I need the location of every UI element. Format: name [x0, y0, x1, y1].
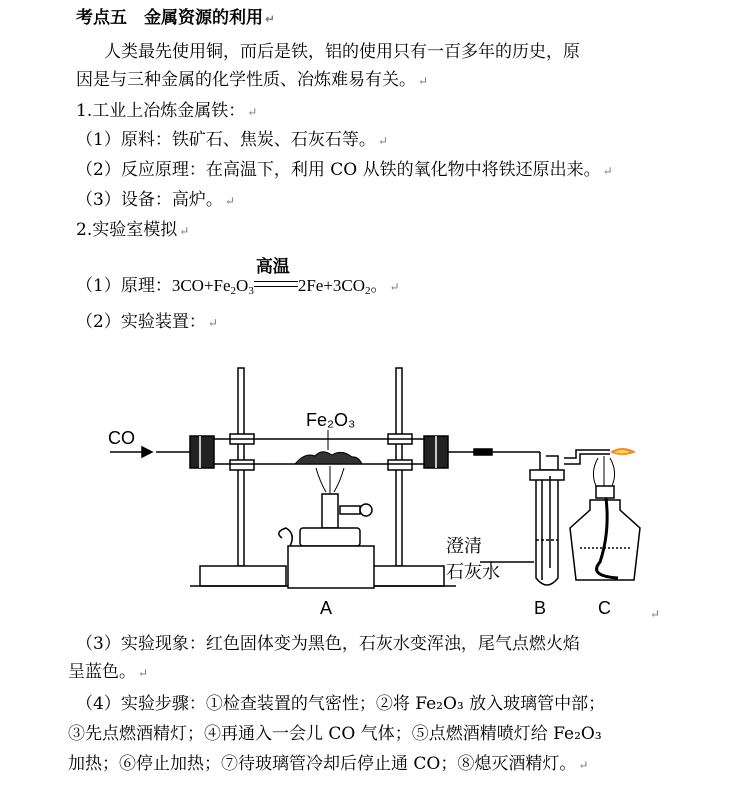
flame-icon	[610, 448, 636, 455]
paragraph-mark-icon: ↵	[224, 194, 235, 208]
paragraph-mark-icon: ↵	[265, 12, 276, 26]
alcohol-blast-lamp	[279, 466, 374, 588]
co-label: CO	[108, 428, 135, 448]
phenomenon-line-2: 呈蓝色。 ↵	[68, 662, 149, 682]
section1-item-2: （2）反应原理：在高温下，利用 CO 从铁的氧化物中将铁还原出来。 ↵	[76, 160, 613, 180]
steps-line-1: （4）实验步骤：①检查装置的气密性；②将 Fe₂O₃ 放入玻璃管中部；	[76, 694, 606, 714]
intro-line-1: 人类最先使用铜，而后是铁，铝的使用只有一百多年的历史，原	[104, 42, 580, 62]
label-a: A	[320, 598, 333, 618]
paragraph-mark-icon: ↵	[179, 224, 190, 238]
iron-oxide-powder	[295, 430, 362, 464]
section1-title: 1.工业上冶炼金属铁： ↵	[76, 101, 258, 121]
section-heading: 考点五 金属资源的利用 ↵	[76, 8, 276, 28]
paragraph-mark-icon: ↵	[418, 74, 429, 88]
paragraph-mark-icon: ↵	[650, 607, 661, 621]
reaction-principle: （1）原理：$3CO+Fe_2O_3$ 高温 $2Fe+3CO_2$。 ↵	[76, 256, 400, 297]
equals-sign	[254, 281, 298, 282]
paragraph-mark-icon: ↵	[377, 134, 388, 148]
phenomenon-line-1: （3）实验现象：红色固体变为黑色，石灰水变浑浊，尾气点燃火焰	[76, 634, 580, 654]
steps-line-2: ③先点燃酒精灯；④再通入一会儿 CO 气体；⑤点燃酒精喷灯给 Fe₂O₃	[68, 724, 602, 744]
steps-line-3: 加热；⑥停止加热；⑦待玻璃管冷却后停止通 CO；⑧熄灭酒精灯。 ↵	[68, 754, 589, 774]
apparatus-label: （2）实验装置： ↵	[76, 312, 218, 332]
outlet-pipe	[448, 449, 558, 470]
paragraph-mark-icon: ↵	[207, 316, 218, 330]
paragraph-mark-icon: ↵	[247, 105, 258, 119]
section1-item-1: （1）原料：铁矿石、焦炭、石灰石等。 ↵	[76, 130, 388, 150]
equals-sign	[254, 286, 298, 287]
intro-line-2: 因是与三种金属的化学性质、冶炼难易有关。 ↵	[76, 70, 429, 90]
left-iron-stand	[190, 368, 300, 586]
reaction-condition: 高温	[254, 277, 298, 297]
label-b: B	[534, 598, 547, 618]
limewater-label-2: 石灰水	[446, 562, 500, 582]
paragraph-mark-icon: ↵	[602, 164, 613, 178]
exhaust-pipe	[564, 450, 610, 464]
experiment-apparatus-figure	[90, 352, 690, 622]
section2-title: 2.实验室模拟 ↵	[76, 220, 190, 240]
alcohol-lamp	[570, 456, 640, 580]
fe2o3-label: Fe₂O₃	[306, 410, 356, 430]
limewater-label-1: 澄清	[446, 536, 482, 556]
section1-item-3: （3）设备：高炉。 ↵	[76, 190, 235, 210]
label-c: C	[598, 598, 611, 618]
paragraph-mark-icon: ↵	[389, 280, 400, 294]
co-inlet-arrow-icon	[110, 447, 190, 457]
paragraph-mark-icon: ↵	[578, 758, 589, 772]
paragraph-mark-icon: ↵	[138, 666, 149, 680]
